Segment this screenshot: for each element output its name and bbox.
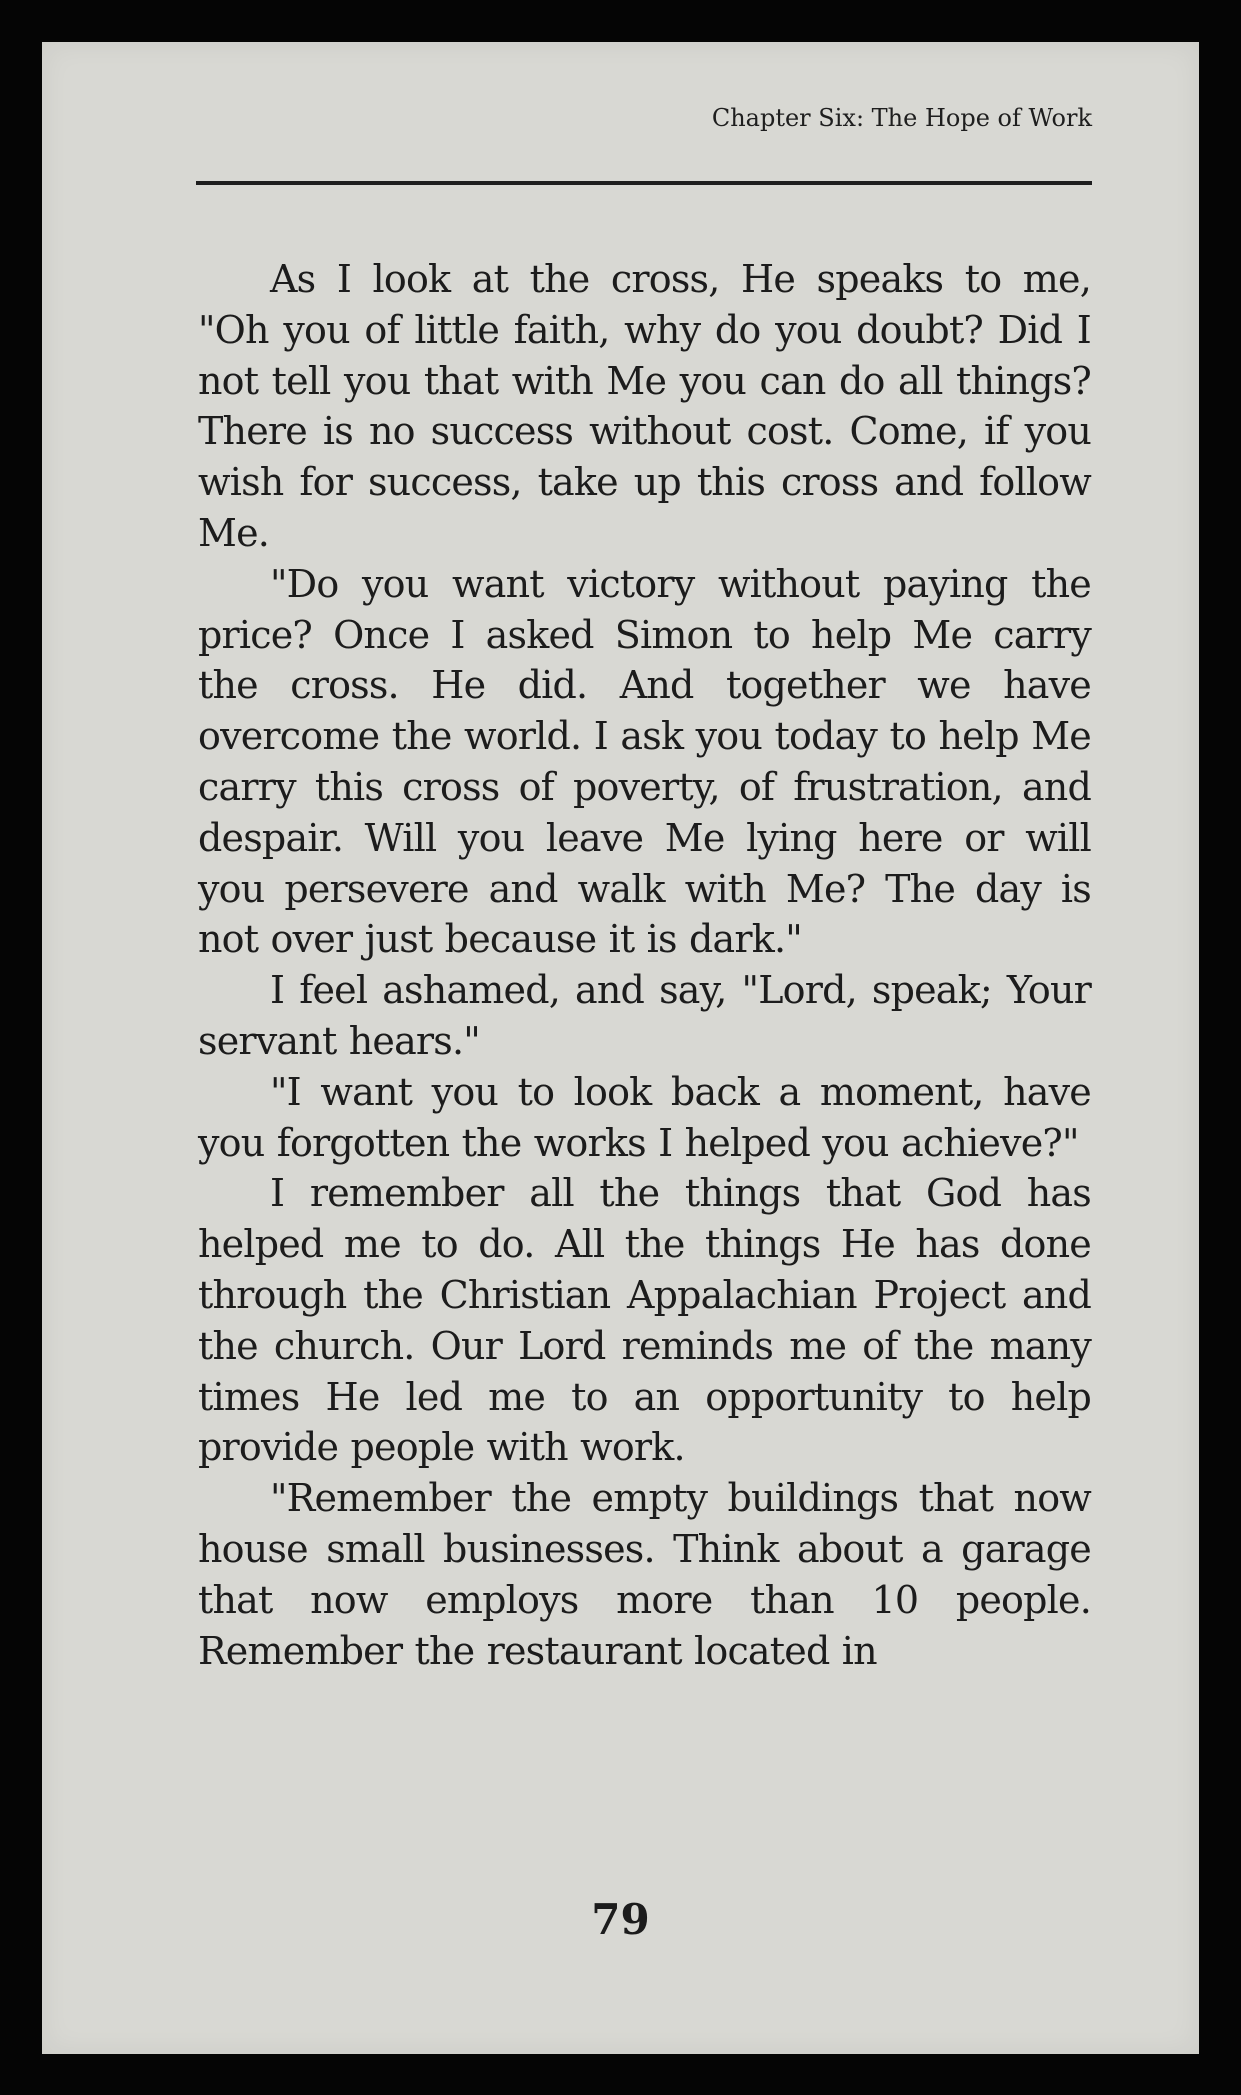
header-rule (196, 181, 1092, 185)
page-number: 79 (591, 1895, 650, 1944)
body-text (198, 254, 1091, 1676)
paragraph-4: "I want you to look back a moment, have you forgotten the works I helped you achieve?" (198, 1069, 1091, 1165)
paragraph-2: "Do you want victory without paying the price? Once I asked Simon to help Me carry the cross. He did. And together we have overcome the world. I ask you today to help Me carry this cross of poverty, of frustration, and despair. Will you leave Me lying here or will you persevere and walk with Me? The day is not over just because it is dark." (198, 561, 1091, 962)
paragraph-5: I remember all the things that God has helped me to do. All the things He has done through the Christian Appalachian Project and the church. Our Lord reminds me of the many times He led me to an opportunity to help provide people with work. (198, 1171, 1091, 1470)
running-head (196, 104, 1092, 148)
paragraph-6: "Remember the empty buildings that now house small businesses. Think about a garage that now employs more than 10 people. Remember the restaurant located in (198, 1476, 1091, 1673)
chapter-title: Chapter Six: The Hope of Work (711, 104, 1092, 132)
paragraph-3: I feel ashamed, and say, "Lord, speak; Your servant hears." (198, 968, 1091, 1063)
paragraph-1: As I look at the cross, He speaks to me, "Oh you of little faith, why do you doubt? Did I not tell you that with Me you can do all things? There is no success without cost. Come, if you wish for success, take up this cross and follow Me. (198, 257, 1091, 555)
